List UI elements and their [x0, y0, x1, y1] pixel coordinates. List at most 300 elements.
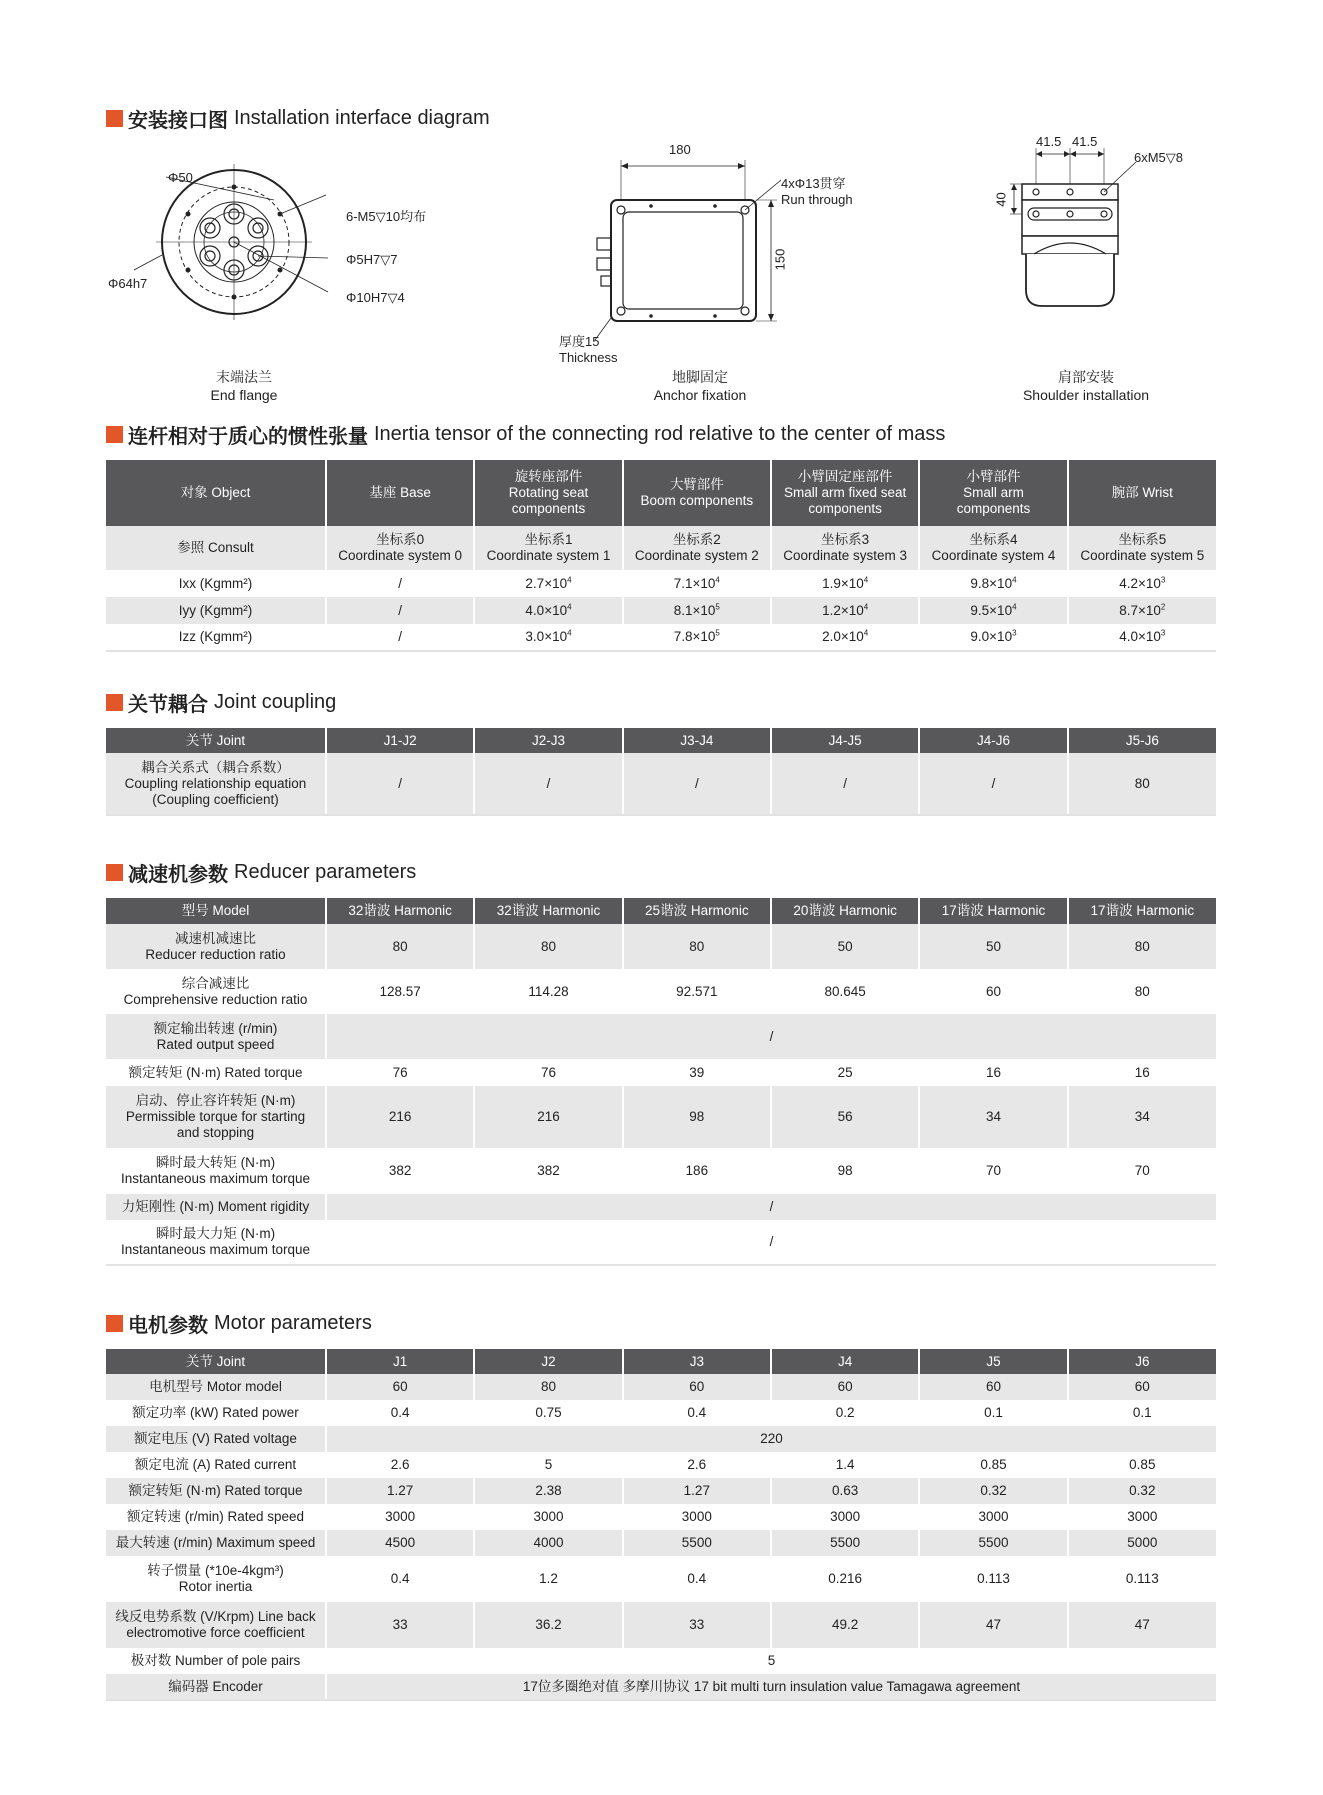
- header-line: components: [511, 501, 586, 516]
- inertia-table: [106, 460, 1216, 652]
- table-cell: 0.2: [771, 1400, 919, 1426]
- cell-line: 坐标系5: [1118, 532, 1167, 547]
- table-cell: 5500: [623, 1530, 771, 1556]
- table-cell: 50: [919, 924, 1067, 969]
- cell-exponent: 3: [1160, 628, 1166, 638]
- table-header: [1068, 460, 1216, 526]
- table-cell-span: /: [326, 1194, 1216, 1220]
- table-cell: 0.75: [474, 1400, 622, 1426]
- label-line: Permissible torque for starting: [125, 1109, 306, 1124]
- table-cell: 92.571: [623, 969, 771, 1014]
- table-row: [106, 1602, 1216, 1648]
- row-label: 额定功率 (kW) Rated power: [106, 1400, 326, 1426]
- label-line: Comprehensive reduction ratio: [123, 991, 308, 1007]
- cell-line: Coordinate system 4: [931, 548, 1056, 563]
- table-header: [771, 460, 919, 526]
- header-line: Small arm: [963, 485, 1024, 500]
- cell-exponent: 4: [863, 602, 869, 611]
- label-line: 瞬时最大力矩 (N·m): [155, 1226, 276, 1241]
- cell-line: 坐标系2: [672, 532, 721, 547]
- table-cell: [474, 526, 622, 570]
- table-cell: 128.57: [326, 969, 474, 1014]
- section-title-zh: 关节耦合: [128, 694, 208, 716]
- table-cell: 0.1: [1068, 1400, 1216, 1426]
- row-label: Iyy (Kgmm²): [106, 597, 326, 624]
- row-label: [106, 1014, 326, 1059]
- table-row: [106, 1674, 1216, 1700]
- label-line: Instantaneous maximum torque: [120, 1171, 311, 1186]
- end-flange-caption: [134, 368, 354, 404]
- table-header-row: [106, 1349, 1216, 1374]
- table-row: [106, 1400, 1216, 1426]
- flange-m5-label: 6-M5▽10均布: [346, 209, 427, 224]
- table-header: J5-J6: [1068, 728, 1216, 753]
- cell-exponent: 4: [863, 628, 869, 638]
- row-label: 额定转矩 (N·m) Rated torque: [106, 1478, 326, 1504]
- table-cell: [771, 624, 919, 651]
- cell-value: 7.8×10: [673, 629, 716, 644]
- table-cell-span: /: [326, 1220, 1216, 1265]
- section-title-en: Installation interface diagram: [234, 107, 490, 129]
- row-label: [106, 1220, 326, 1265]
- table-row: [106, 1478, 1216, 1504]
- header-line: Boom components: [640, 493, 754, 508]
- table-cell: 3000: [623, 1504, 771, 1530]
- table-header: J4: [771, 1349, 919, 1374]
- table-row: [106, 1194, 1216, 1220]
- table-cell: [919, 597, 1067, 624]
- table-cell: 60: [919, 1374, 1067, 1400]
- cell-exponent: 5: [715, 628, 720, 638]
- header-line: components: [956, 501, 1031, 516]
- header-line: 腕部 Wrist: [1111, 485, 1173, 500]
- table-row: [106, 526, 1216, 570]
- row-label: Izz (Kgmm²): [106, 624, 326, 651]
- cell-exponent: 4: [1012, 575, 1017, 584]
- table-cell: 3000: [474, 1504, 622, 1530]
- table-header: 型号 Model: [106, 898, 326, 924]
- cell-exponent: 3: [1012, 628, 1017, 638]
- cell-line: Coordinate system 1: [486, 548, 611, 563]
- label-line: 综合减速比: [181, 975, 250, 991]
- table-cell: 216: [326, 1086, 474, 1148]
- table-cell: [474, 597, 622, 624]
- table-cell: [919, 526, 1067, 570]
- table-cell: 33: [623, 1602, 771, 1648]
- label-line: 启动、停止容许转矩 (N·m): [135, 1093, 296, 1108]
- table-cell: 1.4: [771, 1452, 919, 1478]
- cell-value: 7.1×10: [673, 575, 716, 591]
- table-cell: 0.63: [771, 1478, 919, 1504]
- table-cell: 0.4: [326, 1400, 474, 1426]
- table-cell: 114.28: [474, 969, 622, 1014]
- table-cell: 0.85: [919, 1452, 1067, 1478]
- table-row: [106, 597, 1216, 624]
- label-line: electromotive force coefficient: [126, 1625, 305, 1640]
- shoulder-d2-label: 41.5: [1072, 134, 1098, 149]
- anchor-thickness-label: [559, 334, 618, 366]
- table-cell: 80: [623, 924, 771, 969]
- cell-value: /: [398, 629, 403, 644]
- table-row: [106, 924, 1216, 969]
- header-line: Small arm fixed seat: [784, 485, 907, 500]
- cell-exponent: 3: [1160, 575, 1166, 584]
- label-line: Coupling relationship equation: [124, 775, 307, 791]
- cell-line: 坐标系4: [969, 532, 1018, 547]
- table-cell: 5000: [1068, 1530, 1216, 1556]
- table-cell: 382: [474, 1148, 622, 1194]
- table-cell: 2.38: [474, 1478, 622, 1504]
- section-title-zh: 连杆相对于质心的惯性张量: [128, 426, 368, 448]
- table-row: [106, 753, 1216, 815]
- table-cell: 60: [326, 1374, 474, 1400]
- flange-phi64-label: Φ64h7: [108, 276, 148, 291]
- table-cell: 0.4: [623, 1556, 771, 1602]
- cell-value: 3.0×10: [525, 629, 568, 644]
- table-cell: 3000: [1068, 1504, 1216, 1530]
- table-cell: [326, 624, 474, 651]
- cell-value: 2.7×10: [525, 575, 568, 591]
- shoulder-m5-label: 6xM5▽8: [1134, 150, 1184, 165]
- table-cell: 3000: [771, 1504, 919, 1530]
- table-row: [106, 969, 1216, 1014]
- table-cell: 47: [1068, 1602, 1216, 1648]
- anchor-diagram: [559, 140, 853, 365]
- table-cell: 39: [623, 1059, 771, 1086]
- table-cell: 0.113: [1068, 1556, 1216, 1602]
- anchor-caption-zh: 地脚固定: [672, 369, 728, 385]
- table-cell: [623, 597, 771, 624]
- table-header: J6: [1068, 1349, 1216, 1374]
- table-cell: 1.27: [623, 1478, 771, 1504]
- section-title-coupling: [106, 688, 336, 717]
- installation-diagrams: [106, 134, 1216, 410]
- table-header: [919, 460, 1067, 526]
- table-row: [106, 1556, 1216, 1602]
- table-cell: 98: [623, 1086, 771, 1148]
- label-line: (Coupling coefficient): [152, 791, 279, 807]
- section-title-reducer: [106, 858, 416, 887]
- table-cell: [919, 624, 1067, 651]
- table-header: 17谐波 Harmonic: [919, 898, 1067, 924]
- cell-exponent: 5: [715, 602, 720, 611]
- table-cell: 80.645: [771, 969, 919, 1014]
- table-cell: 5500: [771, 1530, 919, 1556]
- table-cell: 56: [771, 1086, 919, 1148]
- table-cell: 60: [919, 969, 1067, 1014]
- section-title-en: Joint coupling: [214, 691, 337, 713]
- table-cell: 50: [771, 924, 919, 969]
- table-cell: 2.6: [326, 1452, 474, 1478]
- cell-line: Coordinate system 3: [783, 548, 908, 563]
- cell-exponent: 2: [1160, 602, 1166, 611]
- table-header: [326, 460, 474, 526]
- table-header: 17谐波 Harmonic: [1068, 898, 1216, 924]
- table-cell: 4000: [474, 1530, 622, 1556]
- section-title-zh: 安装接口图: [128, 110, 228, 132]
- anchor-hole-zh: 4xΦ13贯穿: [781, 176, 846, 191]
- table-row: [106, 1648, 1216, 1674]
- row-label: Ixx (Kgmm²): [106, 570, 326, 597]
- section-marker: [106, 110, 123, 127]
- table-cell: [326, 526, 474, 570]
- row-label: [106, 924, 326, 969]
- label-line: 线反电势系数 (V/Krpm) Line back: [115, 1609, 316, 1624]
- table-cell: 16: [1068, 1059, 1216, 1086]
- section-marker: [106, 426, 123, 443]
- table-header: J5: [919, 1349, 1067, 1374]
- header-line: 对象 Object: [180, 485, 251, 500]
- end-flange-caption-zh: 末端法兰: [216, 369, 272, 385]
- table-cell: 80: [1068, 924, 1216, 969]
- anchor-width-label: 180: [669, 142, 691, 157]
- end-flange-drawing: [106, 140, 446, 340]
- anchor-thickness-en: Thickness: [559, 350, 618, 365]
- table-header: 32谐波 Harmonic: [326, 898, 474, 924]
- table-header-row: [106, 460, 1216, 526]
- table-cell: [474, 570, 622, 597]
- table-cell: 4500: [326, 1530, 474, 1556]
- table-cell: 60: [623, 1374, 771, 1400]
- anchor-caption: [590, 368, 810, 404]
- table-cell: 76: [326, 1059, 474, 1086]
- table-row: [106, 1148, 1216, 1194]
- table-cell: 0.85: [1068, 1452, 1216, 1478]
- header-line: 大臂部件: [669, 477, 724, 492]
- table-header: 关节 Joint: [106, 1349, 326, 1374]
- table-cell-span: 17位多圈绝对值 多摩川协议 17 bit multi turn insulation value Tamagawa agreement: [326, 1674, 1216, 1700]
- anchor-drawing: [581, 140, 781, 340]
- anchor-hole-label: [781, 176, 853, 208]
- table-cell: 70: [1068, 1148, 1216, 1194]
- label-line: Rotor inertia: [178, 1579, 253, 1594]
- label-line: and stopping: [176, 1125, 255, 1140]
- table-row: [106, 1086, 1216, 1148]
- table-cell: 216: [474, 1086, 622, 1148]
- section-title-install: [106, 104, 490, 133]
- table-cell: 60: [1068, 1374, 1216, 1400]
- cell-value: 9.8×10: [970, 575, 1013, 591]
- table-cell: 49.2: [771, 1602, 919, 1648]
- table-cell: 33: [326, 1602, 474, 1648]
- row-label: 额定电流 (A) Rated current: [106, 1452, 326, 1478]
- table-cell: 5500: [919, 1530, 1067, 1556]
- cell-exponent: 4: [715, 575, 720, 584]
- table-cell: 0.4: [326, 1556, 474, 1602]
- header-line: Rotating seat: [508, 485, 589, 500]
- table-cell: /: [474, 753, 622, 815]
- section-marker: [106, 864, 123, 881]
- label-line: 转子惯量 (*10e-4kgm³): [147, 1563, 284, 1578]
- table-cell: [474, 624, 622, 651]
- cell-exponent: 4: [1012, 602, 1017, 611]
- table-header: J2-J3: [474, 728, 622, 753]
- table-cell-span: 5: [326, 1648, 1216, 1674]
- flange-phi50-label: Φ50: [168, 170, 193, 185]
- table-row: [106, 1426, 1216, 1452]
- table-cell: 34: [919, 1086, 1067, 1148]
- row-label: 额定转矩 (N·m) Rated torque: [106, 1059, 326, 1086]
- section-title-en: Motor parameters: [214, 1312, 372, 1334]
- flange-phi5-label: Φ5H7▽7: [346, 252, 398, 267]
- table-row: [106, 1452, 1216, 1478]
- table-cell: /: [623, 753, 771, 815]
- table-cell: 382: [326, 1148, 474, 1194]
- shoulder-d1-label: 41.5: [1036, 134, 1062, 149]
- table-header: 32谐波 Harmonic: [474, 898, 622, 924]
- table-cell: 0.32: [919, 1478, 1067, 1504]
- shoulder-diagram: [993, 134, 1196, 345]
- label-line: Reducer reduction ratio: [145, 946, 286, 962]
- row-label: [106, 753, 326, 815]
- table-cell: [771, 597, 919, 624]
- section-marker: [106, 694, 123, 711]
- cell-value: 8.1×10: [673, 602, 716, 618]
- table-cell: 25: [771, 1059, 919, 1086]
- table-cell: /: [326, 753, 474, 815]
- header-line: 小臂部件: [966, 469, 1021, 484]
- cell-exponent: 4: [567, 602, 572, 611]
- cell-value: 4.0×10: [1119, 629, 1161, 644]
- cell-value: 8.7×10: [1119, 602, 1161, 618]
- label-line: Instantaneous maximum torque: [120, 1242, 311, 1257]
- label-line: 瞬时最大转矩 (N·m): [155, 1155, 276, 1170]
- table-cell: /: [771, 753, 919, 815]
- row-label: 编码器 Encoder: [106, 1674, 326, 1700]
- cell-line: 坐标系3: [821, 532, 870, 547]
- table-header: J4-J6: [919, 728, 1067, 753]
- table-header: J2: [474, 1349, 622, 1374]
- table-row: [106, 1530, 1216, 1556]
- header-line: 旋转座部件: [514, 469, 583, 484]
- shoulder-height-label: 40: [993, 192, 1009, 207]
- section-title-zh: 电机参数: [128, 1315, 208, 1337]
- table-row: [106, 1504, 1216, 1530]
- cell-value: 1.9×10: [822, 575, 864, 591]
- table-cell: [1068, 597, 1216, 624]
- row-label: 最大转速 (r/min) Maximum speed: [106, 1530, 326, 1556]
- table-cell: [623, 570, 771, 597]
- table-cell: 5: [474, 1452, 622, 1478]
- table-cell: 0.1: [919, 1400, 1067, 1426]
- table-cell: 70: [919, 1148, 1067, 1194]
- table-cell: 16: [919, 1059, 1067, 1086]
- cell-exponent: 4: [567, 628, 572, 638]
- anchor-height-label: 150: [772, 248, 788, 271]
- coupling-table: [106, 728, 1216, 816]
- row-label: [106, 1602, 326, 1648]
- cell-exponent: 4: [863, 575, 869, 584]
- table-cell: 80: [1068, 969, 1216, 1014]
- end-flange-caption-en: End flange: [210, 387, 278, 403]
- header-line: 基座 Base: [369, 485, 431, 500]
- cell-line: Coordinate system 0: [338, 548, 463, 563]
- cell-value: 4.2×10: [1119, 575, 1161, 591]
- section-title-en: Inertia tensor of the connecting rod relative to the center of mass: [374, 423, 946, 445]
- row-label: [106, 1556, 326, 1602]
- table-header: 关节 Joint: [106, 728, 326, 753]
- row-label: [106, 1086, 326, 1148]
- cell-value: /: [398, 602, 403, 618]
- table-header: [106, 460, 326, 526]
- table-header: J4-J5: [771, 728, 919, 753]
- anchor-caption-en: Anchor fixation: [653, 387, 747, 403]
- anchor-thickness-zh: 厚度15: [559, 334, 600, 349]
- table-cell: 76: [474, 1059, 622, 1086]
- section-title-inertia: [106, 420, 945, 449]
- row-label: [106, 1148, 326, 1194]
- cell-value: /: [398, 575, 403, 591]
- table-cell: 0.32: [1068, 1478, 1216, 1504]
- label-line: 耦合关系式（耦合系数）: [141, 759, 290, 775]
- table-cell: [1068, 624, 1216, 651]
- table-cell: 2.6: [623, 1452, 771, 1478]
- cell-value: 9.5×10: [970, 602, 1013, 618]
- table-row: [106, 624, 1216, 651]
- table-header: J1: [326, 1349, 474, 1374]
- cell-exponent: 4: [567, 575, 572, 584]
- table-header: 20谐波 Harmonic: [771, 898, 919, 924]
- row-label: [106, 969, 326, 1014]
- row-label: 极对数 Number of pole pairs: [106, 1648, 326, 1674]
- section-title-zh: 减速机参数: [128, 864, 228, 886]
- section-title-en: Reducer parameters: [234, 861, 417, 883]
- end-flange-diagram: [106, 140, 446, 345]
- table-cell: 0.216: [771, 1556, 919, 1602]
- table-cell: 80: [474, 1374, 622, 1400]
- anchor-hole-en: Run through: [781, 192, 853, 207]
- shoulder-caption-zh: 肩部安装: [1058, 369, 1114, 385]
- table-cell: 186: [623, 1148, 771, 1194]
- table-cell: [326, 597, 474, 624]
- table-row: [106, 1374, 1216, 1400]
- table-header: [474, 460, 622, 526]
- table-cell: 1.2: [474, 1556, 622, 1602]
- motor-table: [106, 1349, 1216, 1701]
- table-header: [623, 460, 771, 526]
- label-line: Rated output speed: [156, 1036, 275, 1052]
- table-cell: /: [919, 753, 1067, 815]
- row-label: 额定电压 (V) Rated voltage: [106, 1426, 326, 1452]
- table-header: J1-J2: [326, 728, 474, 753]
- reducer-table: [106, 898, 1216, 1266]
- table-cell: [771, 526, 919, 570]
- header-line: components: [808, 501, 882, 516]
- table-header: J3-J4: [623, 728, 771, 753]
- table-cell: 47: [919, 1602, 1067, 1648]
- header-line: 小臂固定座部件: [797, 469, 893, 484]
- table-row: [106, 1014, 1216, 1059]
- table-cell: 0.113: [919, 1556, 1067, 1602]
- table-cell: 98: [771, 1148, 919, 1194]
- shoulder-caption: [976, 368, 1196, 404]
- table-cell: 3000: [326, 1504, 474, 1530]
- label-line: 额定输出转速 (r/min): [153, 1020, 278, 1036]
- table-header-row: [106, 728, 1216, 753]
- shoulder-caption-en: Shoulder installation: [1022, 387, 1150, 403]
- table-cell: [771, 570, 919, 597]
- table-cell: [1068, 526, 1216, 570]
- section-title-motor: [106, 1309, 372, 1338]
- table-row: [106, 570, 1216, 597]
- table-header: J3: [623, 1349, 771, 1374]
- cell-value: 1.2×10: [822, 602, 864, 618]
- table-cell: [1068, 570, 1216, 597]
- row-label: 力矩刚性 (N·m) Moment rigidity: [106, 1194, 326, 1220]
- table-cell: 36.2: [474, 1602, 622, 1648]
- table-cell: [919, 570, 1067, 597]
- table-cell: 80: [1068, 753, 1216, 815]
